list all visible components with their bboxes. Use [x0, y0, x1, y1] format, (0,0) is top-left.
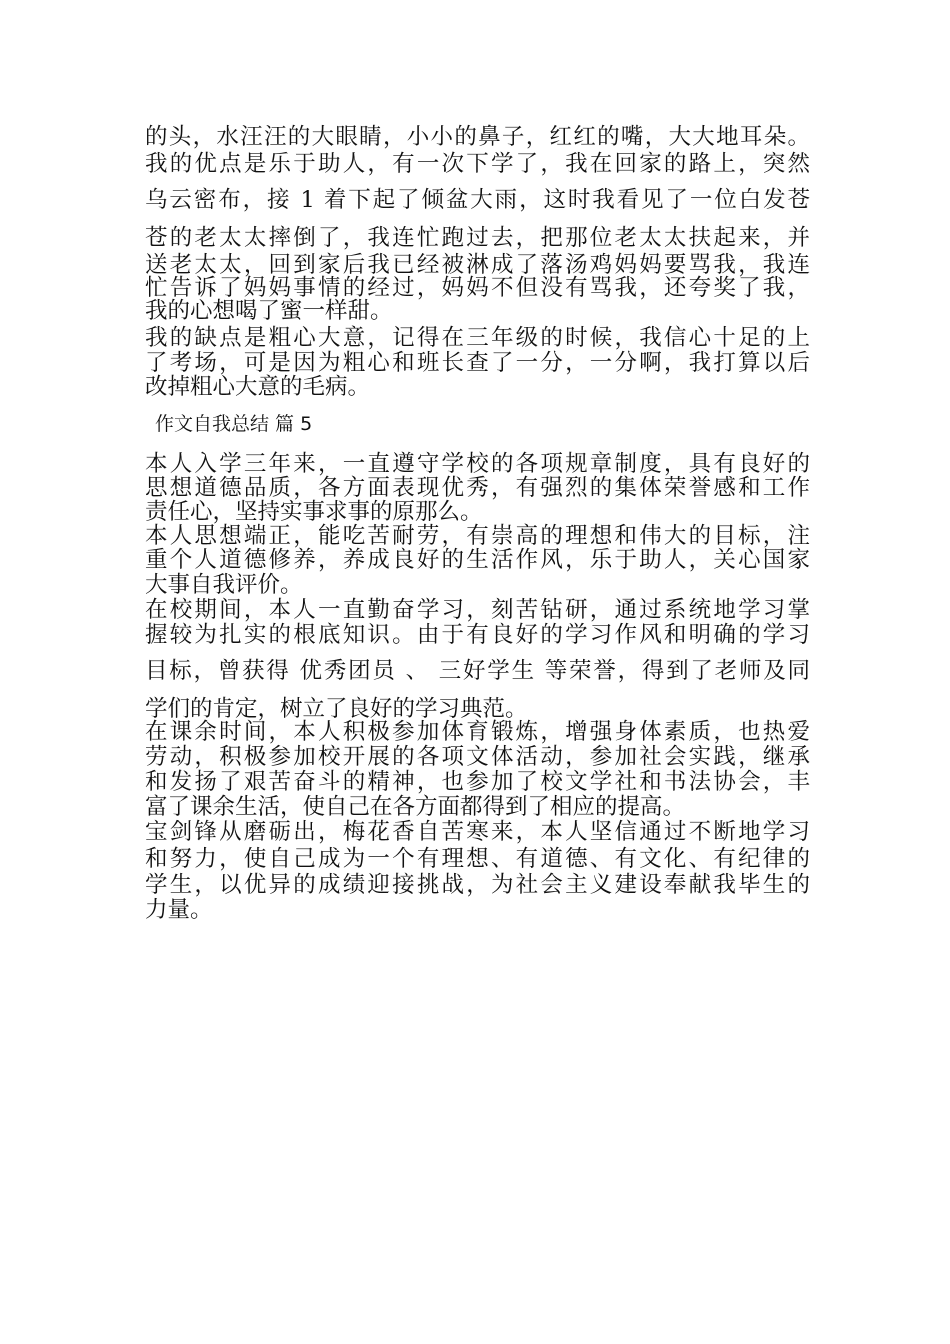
- paragraph-line: 大事自我评价。: [145, 572, 303, 598]
- paragraph-line: 乌云密布，接 1 着下起了倾盆大雨，这时我看见了一位白发苍: [145, 187, 810, 213]
- paragraph-line: 本人思想端正，能吃苦耐劳，有崇高的理想和伟大的目标，注: [145, 523, 810, 549]
- paragraph-line: 宝剑锋从磨砺出，梅花香自苦寒来，本人坚信通过不断地学习: [145, 819, 810, 845]
- paragraph-line: 在校期间，本人一直勤奋学习，刻苦钻研，通过系统地学习掌: [145, 597, 810, 623]
- paragraph-line: 学生，以优异的成绩迎接挑战，为社会主义建设奉献我毕生的: [145, 872, 810, 898]
- paragraph-line: 我的优点是乐于助人，有一次下学了，我在回家的路上，突然: [145, 151, 810, 177]
- section-heading: 作文自我总结 篇 5: [155, 413, 313, 435]
- paragraph-line: 忙告诉了妈妈事情的经过，妈妈不但没有骂我，还夸奖了我，: [145, 275, 810, 301]
- paragraph-line: 和发扬了艰苦奋斗的精神，也参加了校文学社和书法协会，丰: [145, 769, 810, 795]
- paragraph-line: 思想道德品质，各方面表现优秀，有强烈的集体荣誉感和工作: [145, 475, 810, 501]
- paragraph-line: 本人入学三年来，一直遵守学校的各项规章制度，具有良好的: [145, 451, 810, 477]
- paragraph-line: 我的心想喝了蜜一样甜。: [145, 298, 393, 324]
- paragraph-line: 重个人道德修养，养成良好的生活作风，乐于助人，关心国家: [145, 547, 810, 573]
- paragraph-line: 我的缺点是粗心大意，记得在三年级的时候，我信心十足的上: [145, 325, 810, 351]
- paragraph-line: 苍的老太太摔倒了，我连忙跑过去，把那位老太太扶起来，并: [145, 225, 810, 251]
- paragraph-line: 富了课余生活，使自己在各方面都得到了相应的提高。: [145, 794, 686, 820]
- paragraph-line: 握较为扎实的根底知识。由于有良好的学习作风和明确的学习: [145, 622, 810, 648]
- paragraph-line: 改掉粗心大意的毛病。: [145, 374, 371, 400]
- paragraph-line: 送老太太，回到家后我已经被淋成了落汤鸡妈妈要骂我，我连: [145, 252, 810, 278]
- paragraph-line: 的头，水汪汪的大眼睛，小小的鼻子，红红的嘴，大大地耳朵。: [145, 124, 810, 150]
- paragraph-line: 了考场，可是因为粗心和班长查了一分，一分啊，我打算以后: [145, 350, 810, 376]
- paragraph-line: 学们的肯定，树立了良好的学习典范。: [145, 696, 528, 722]
- paragraph-line: 在课余时间，本人积极参加体育锻炼，增强身体素质，也热爱: [145, 719, 810, 745]
- paragraph-line: 劳动，积极参加校开展的各项文体活动，参加社会实践，继承: [145, 744, 810, 770]
- paragraph-line: 目标，曾获得 优秀团员 、 三好学生 等荣誉，得到了老师及同: [145, 658, 810, 684]
- paragraph-line: 责任心，坚持实事求事的原那么。: [145, 499, 483, 525]
- paragraph-line: 力量。: [145, 897, 213, 923]
- paragraph-line: 和努力，使自己成为一个有理想、有道德、有文化、有纪律的: [145, 846, 810, 872]
